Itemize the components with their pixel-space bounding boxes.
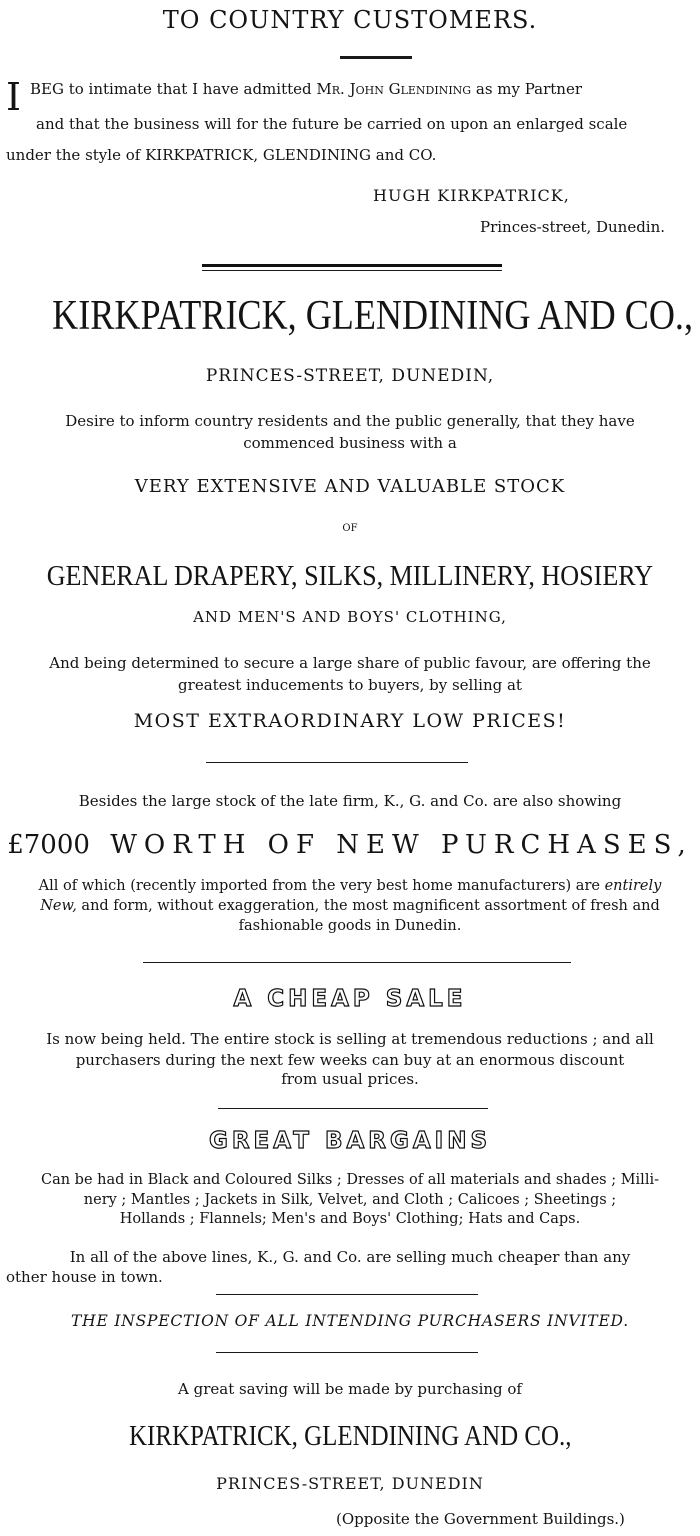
firm-name-text: KIRKPATRICK, GLENDINING AND CO., bbox=[52, 293, 693, 339]
being-line-2: greatest inducements to buyers, by selling at bbox=[178, 676, 522, 694]
bargains-heading: GREAT BARGAINS bbox=[208, 1128, 492, 1154]
being-line-1: And being determined to secure a large share of public favour, are offering the bbox=[49, 654, 651, 672]
purchases-line bbox=[0, 830, 700, 860]
cheap-sale-heading: A CHEAP SALE bbox=[233, 986, 467, 1012]
divider bbox=[202, 264, 502, 267]
closing-firm-name-text: KIRKPATRICK, GLENDINING AND CO., bbox=[128, 1420, 572, 1452]
bargains-line-1: Can be had in Black and Coloured Silks ; Dresses of all materials and shades ; Milli- bbox=[40, 1172, 659, 1188]
all-line-1-emphasis: entirely bbox=[604, 878, 662, 894]
closing-street: PRINCES-STREET, DUNEDIN bbox=[216, 1474, 484, 1493]
prices-line: MOST EXTRAORDINARY LOW PRICES! bbox=[133, 710, 567, 732]
desire-line-1: Desire to inform country residents and the public generally, that they have bbox=[65, 412, 635, 430]
notice-line-2: and that the business will for the future be carried on upon an enlarged scale bbox=[36, 115, 628, 133]
notice-line-1 bbox=[30, 80, 700, 98]
all-line-1-text: All of which (recently imported from the very best home manufacturers) are bbox=[38, 878, 600, 894]
all-line-3: fashionable goods in Dunedin. bbox=[238, 918, 462, 934]
all-line-2-emphasis: New, bbox=[40, 898, 77, 914]
notice-heading: TO COUNTRY CUSTOMERS. bbox=[162, 6, 538, 34]
sale-line-3: from usual prices. bbox=[281, 1070, 419, 1088]
firm-street: PRINCES-STREET, DUNEDIN, bbox=[205, 366, 495, 386]
divider bbox=[218, 1108, 488, 1109]
bargains-line-2: nery ; Mantles ; Jackets in Silk, Velvet, and Cloth ; Calicoes ; Sheetings ; bbox=[83, 1192, 617, 1208]
divider bbox=[206, 762, 468, 763]
divider bbox=[340, 56, 412, 59]
opposite-line: (Opposite the Government Buildings.) bbox=[336, 1510, 625, 1528]
signature-address: Princes-street, Dunedin. bbox=[480, 218, 666, 236]
above-line-2: other house in town. bbox=[6, 1268, 163, 1286]
sale-line-2: purchasers during the next few weeks can buy at an enormous discount bbox=[75, 1051, 625, 1069]
partner-name: Mr. John Glendining bbox=[316, 80, 472, 98]
notice-line-1-start: BEG to intimate that I have admitted bbox=[30, 80, 312, 98]
goods-line-text: GENERAL DRAPERY, SILKS, MILLINERY, HOSIERY bbox=[46, 560, 654, 592]
purchase-amount: £7000 bbox=[7, 830, 90, 860]
divider bbox=[216, 1352, 478, 1353]
clothing-line: AND MEN'S AND BOYS' CLOTHING, bbox=[193, 608, 507, 626]
above-line-1: In all of the above lines, K., G. and Co. are selling much cheaper than any bbox=[69, 1248, 631, 1266]
saving-line: A great saving will be made by purchasing of bbox=[178, 1380, 522, 1398]
divider bbox=[216, 1294, 478, 1295]
notice-line-3: under the style of KIRKPATRICK, GLENDINING and CO. bbox=[6, 146, 437, 164]
divider bbox=[143, 962, 571, 963]
firm-name bbox=[0, 290, 700, 340]
divider bbox=[202, 270, 502, 271]
all-line-2 bbox=[0, 898, 700, 914]
desire-line-2: commenced business with a bbox=[243, 434, 457, 452]
sale-line-1: Is now being held. The entire stock is selling at tremendous reductions ; and all bbox=[46, 1030, 654, 1048]
purchase-worth: WORTH OF NEW PURCHASES, bbox=[110, 830, 693, 860]
goods-line bbox=[0, 558, 700, 593]
stock-line: VERY EXTENSIVE AND VALUABLE STOCK bbox=[134, 476, 566, 497]
inspection-line: THE INSPECTION OF ALL INTENDING PURCHASERS INVITED. bbox=[71, 1312, 629, 1330]
closing-firm-name bbox=[0, 1418, 700, 1453]
of-word: OF bbox=[342, 523, 358, 534]
bargains-line-3: Hollands ; Flannels; Men's and Boys' Clothing; Hats and Caps. bbox=[119, 1211, 581, 1227]
signature: HUGH KIRKPATRICK, bbox=[373, 186, 570, 205]
all-line-1 bbox=[0, 878, 700, 894]
notice-line-1-end: as my Partner bbox=[475, 80, 583, 98]
drop-cap: I bbox=[6, 75, 22, 119]
all-line-2-text: and form, without exaggeration, the most magnificent assortment of fresh and bbox=[81, 898, 660, 914]
besides-line: Besides the large stock of the late firm, K., G. and Co. are also showing bbox=[78, 792, 622, 810]
